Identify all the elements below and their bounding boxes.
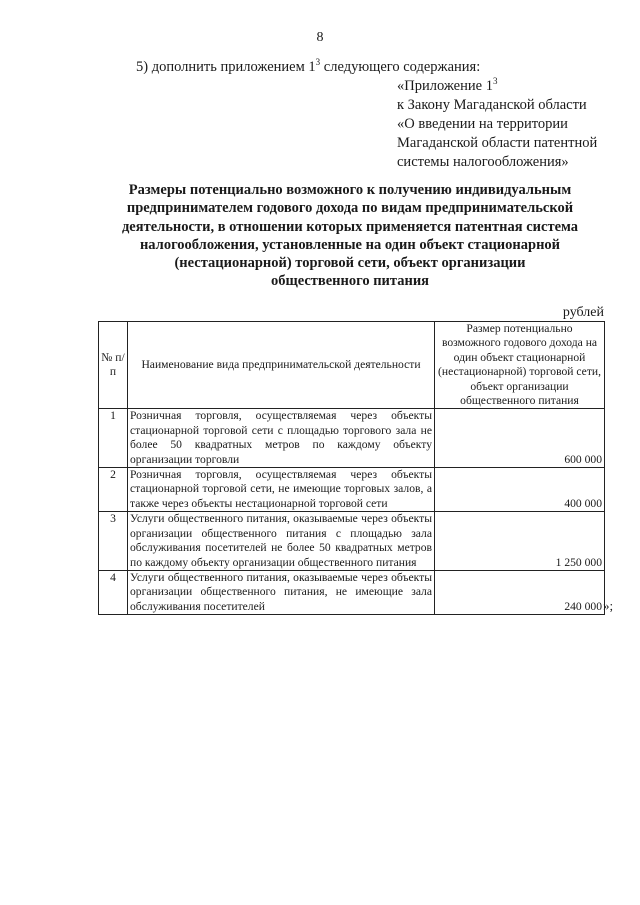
title-line-1: Размеры потенциально возможного к получению индивидуальным [128, 182, 572, 198]
row-activity: Услуги общественного питания, оказываемые через объекты организации общественного питания, не имеющие зала обслуживания посетителей [128, 570, 435, 614]
row-activity: Розничная торговля, осуществляемая через объекты стационарной торговой сети с площадью торгового зала не более 50 квадратных метров по каждому объекту организации торговли [128, 409, 435, 468]
annex-line-3: «О введении на территории [397, 116, 568, 132]
table-row [99, 570, 605, 614]
row-num: 3 [99, 512, 128, 571]
document-title [100, 181, 600, 291]
row-amount: 600 000 [435, 409, 605, 468]
annex-line-4: Магаданской области патентной [397, 135, 598, 151]
row-amount: 240 000 [435, 570, 605, 614]
title-line-6: общественного питания [270, 273, 430, 290]
table-row [99, 512, 605, 571]
row-activity: Розничная торговля, осуществляемая через объекты стационарной торговой сети, не имеющие торговых залов, а также через объекты нестационарной торговой сети [128, 468, 435, 512]
income-table [98, 321, 605, 615]
title-line-3: деятельности, в отношении которых применяется патентная система [121, 218, 579, 235]
row-num: 1 [99, 409, 128, 468]
closing-quote-mark: »; [603, 598, 614, 614]
table-header-row [99, 322, 605, 409]
title-line-4: налогообложения, установленные на один объект стационарной [139, 236, 561, 253]
annex-line-2: к Закону Магаданской области [397, 97, 587, 113]
intro-text-after: следующего содержания: [320, 59, 481, 75]
header-amount: Размер потенциально возможного годового дохода на один объект стационарной (нестационарной) торговой сети, объект организации общественного питания [435, 322, 605, 409]
title-line-5: (нестационарной) торговой сети, объект организации [174, 255, 526, 272]
header-name: Наименование вида предпринимательской деятельности [128, 322, 435, 409]
intro-text-before: 5) дополнить приложением 1 [136, 59, 316, 75]
table-row [99, 409, 605, 468]
annex-line-1 [397, 77, 617, 96]
intro-sup: 3 [315, 57, 321, 68]
annex-line-5: системы налогообложения» [397, 154, 569, 170]
amendment-intro [136, 59, 480, 76]
title-line-2: предпринимателем годового дохода по видам предпринимательской [126, 200, 574, 217]
currency-unit: рублей [562, 305, 604, 320]
row-amount: 400 000 [435, 468, 605, 512]
annex-line-1-text: «Приложение 1 [397, 78, 493, 94]
annex-header [397, 77, 617, 172]
page-number: 8 [316, 30, 324, 45]
row-num: 4 [99, 570, 128, 614]
header-num: № п/п [99, 322, 128, 409]
row-amount: 1 250 000 [435, 512, 605, 571]
table-row [99, 468, 605, 512]
annex-line-1-sup: 3 [492, 76, 498, 87]
row-activity: Услуги общественного питания, оказываемые через объекты организации общественного питания с площадью зала обслуживания посетителей не более 50 квадратных метров по каждому объекту организации общественного питания [128, 512, 435, 571]
row-num: 2 [99, 468, 128, 512]
